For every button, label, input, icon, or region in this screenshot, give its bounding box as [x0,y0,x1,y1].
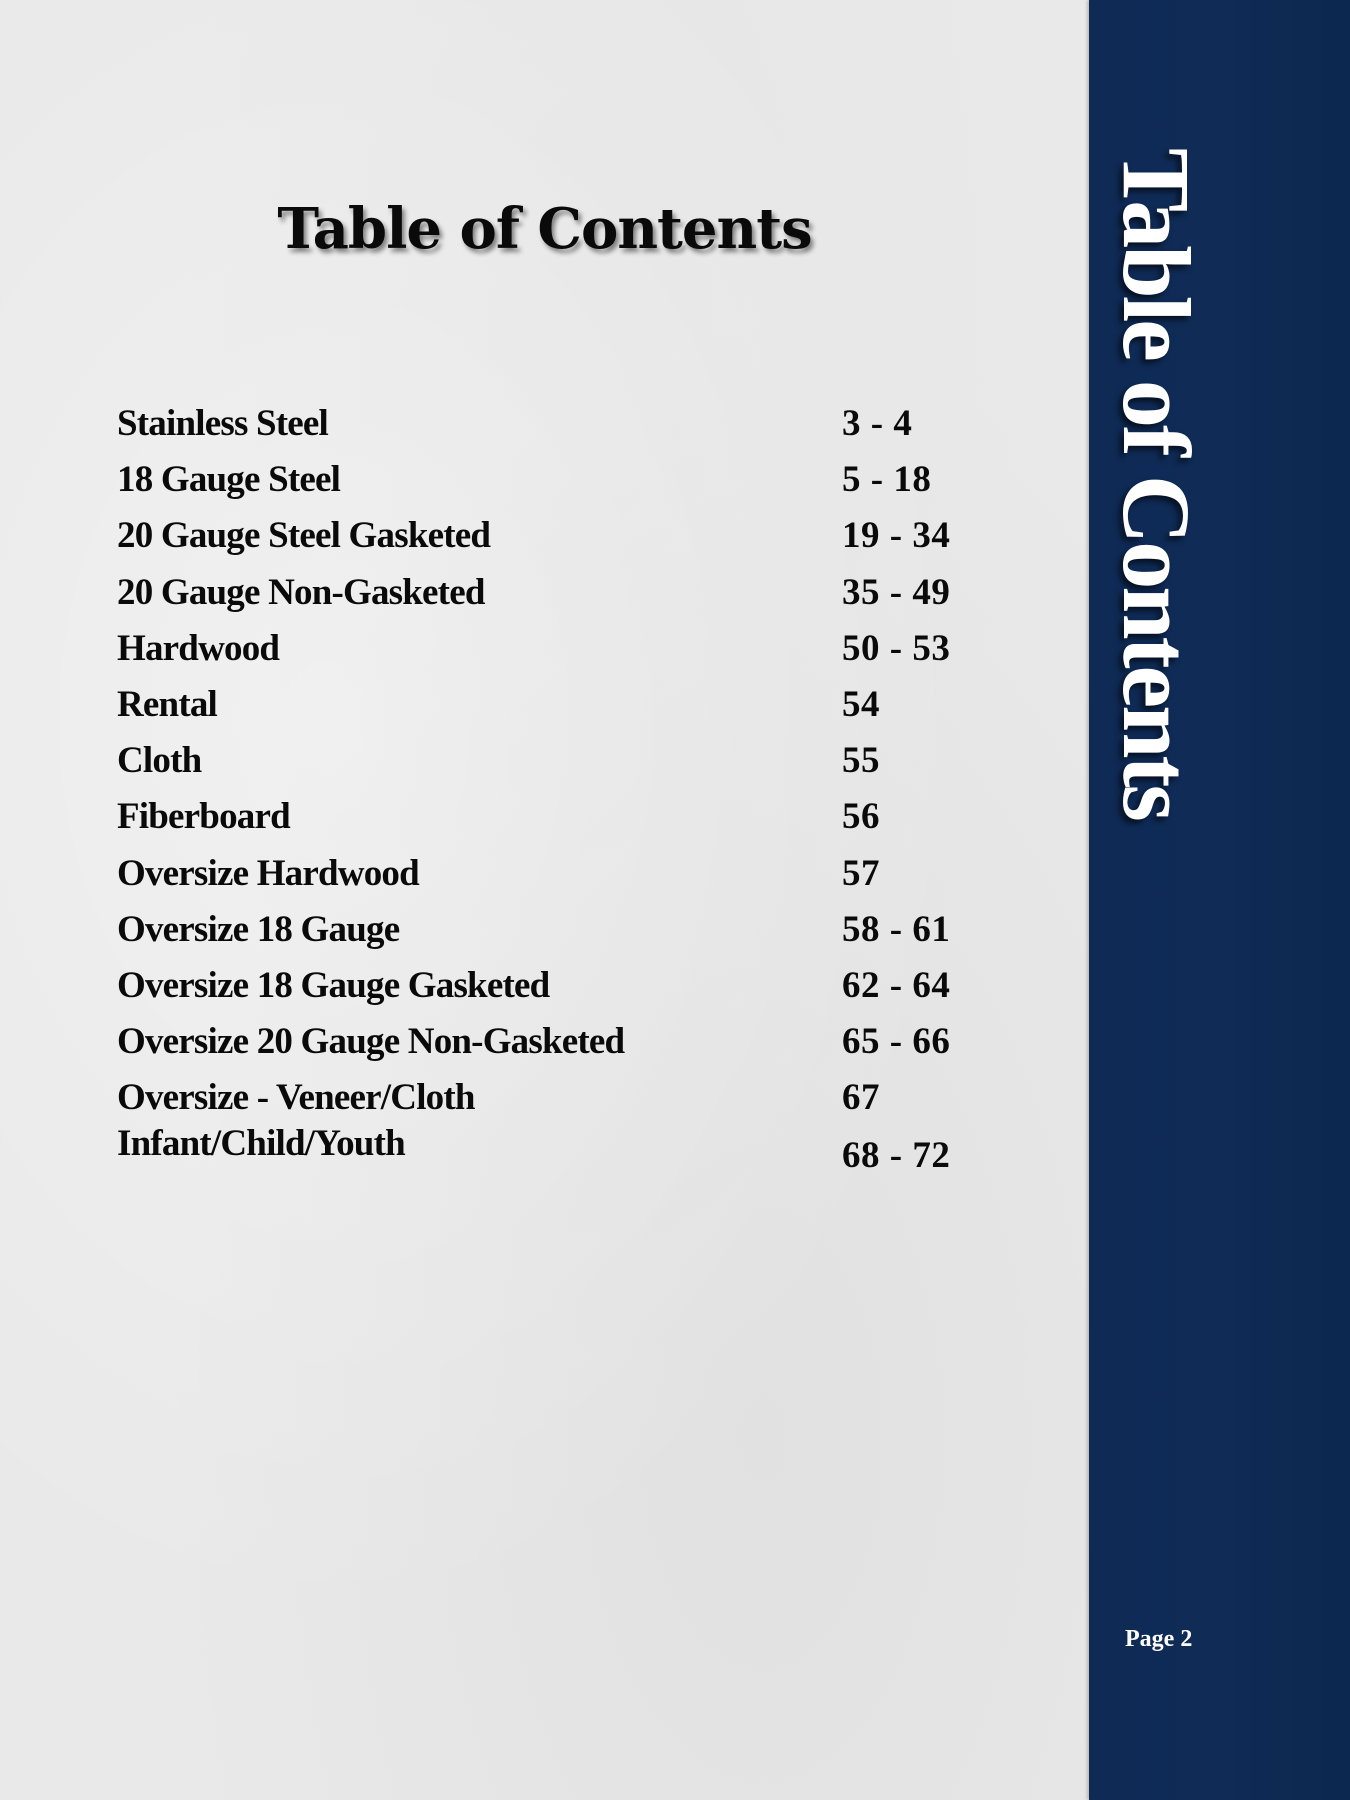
toc-entry[interactable] [117,627,1017,683]
toc-entry-label: Oversize 18 Gauge Gasketed [117,964,550,1006]
toc-entry[interactable] [117,739,1017,795]
toc-entry-pages: 35 - 49 [842,571,951,613]
toc-entry-pages: 50 - 53 [842,627,951,669]
toc-entry-label: 18 Gauge Steel [117,459,341,501]
toc-entry-pages: 67 [842,1077,880,1119]
toc-entry[interactable] [117,1123,1017,1188]
toc-entry-pages: 58 - 61 [842,908,951,950]
toc-entry-label: Oversize Hardwood [117,852,419,894]
toc-entry[interactable] [117,852,1017,908]
toc-entry-label: Rental [117,683,218,725]
toc-entry-pages: 54 [842,683,880,725]
toc-entry-pages: 5 - 18 [842,459,932,501]
toc-entry-pages: 62 - 64 [842,964,951,1006]
toc-entry[interactable] [117,571,1017,627]
toc-entry[interactable] [117,402,1017,458]
page-title: Table of Contents [277,196,812,262]
table-of-contents-list [117,402,1017,1189]
sidebar-vertical-title: Table of Contents [1103,148,1210,819]
toc-entry-pages: 19 - 34 [842,515,951,557]
toc-entry[interactable] [117,964,1017,1020]
toc-entry-pages: 57 [842,852,880,894]
toc-entry-label: Oversize 18 Gauge [117,908,400,950]
toc-entry[interactable] [117,795,1017,851]
toc-entry[interactable] [117,1020,1017,1076]
toc-entry-pages: 3 - 4 [842,403,913,444]
toc-entry-label: Oversize - Veneer/Cloth [117,1077,475,1119]
toc-entry-pages: 68 - 72 [842,1135,951,1177]
toc-entry-pages: 56 [842,796,880,838]
toc-entry[interactable] [117,458,1017,514]
toc-entry-label: 20 Gauge Non-Gasketed [117,571,485,613]
toc-entry-label: Stainless Steel [117,403,329,444]
toc-entry[interactable] [117,908,1017,964]
toc-entry-label: Oversize 20 Gauge Non-Gasketed [117,1021,625,1063]
toc-entry-label: Hardwood [117,627,280,669]
toc-entry-label: Cloth [117,740,202,782]
page-number: Page 2 [1125,1626,1193,1652]
toc-entry[interactable] [117,683,1017,739]
toc-entry-pages: 65 - 66 [842,1021,951,1063]
toc-entry-label: 20 Gauge Steel Gasketed [117,515,491,557]
toc-entry-label: Fiberboard [117,796,290,838]
toc-entry-label: Infant/Child/Youth [117,1123,405,1165]
toc-entry[interactable] [117,514,1017,570]
toc-entry-pages: 55 [842,740,880,782]
